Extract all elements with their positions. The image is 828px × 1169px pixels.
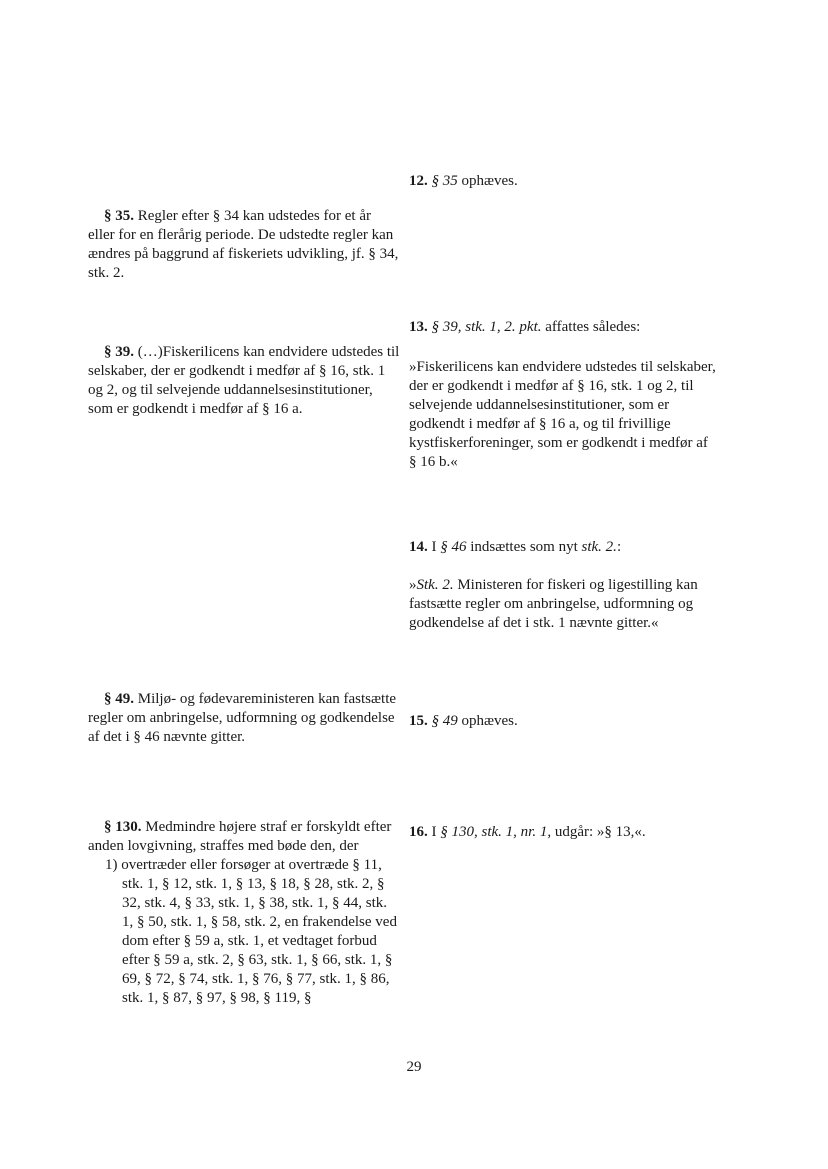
paragraph-49 [88, 690, 400, 747]
amendment-13-quote: »Fiskerilicens kan endvidere udstedes til selskaber, der er godkendt i medfør af § 16, stk. 1 og 2, til selvejende uddannelsesinstitutioner, som er godkendt i medfør af § 16 a, og til frivillige kystfiskerforeninger, som er godkendt i medfør af § 16 b.« [409, 359, 716, 470]
paragraph-heading: § 35. [104, 208, 134, 224]
amendment-number: 13. [409, 319, 428, 335]
section-reference: § 35 [431, 173, 458, 189]
amendment-14: 14. I § 46 indsættes som nyt stk. 2.: [409, 539, 622, 555]
subsection-reference: Stk. 2. [416, 577, 454, 593]
section-reference: § 130, stk. 1, nr. 1, [440, 824, 552, 840]
amendment-number: 16. [409, 824, 428, 840]
section-reference: § 49 [431, 713, 458, 729]
section-reference: § 46 [440, 539, 467, 555]
paragraph-130-item-1: 1) overtræder eller forsøger at overtræde § 11, stk. 1, § 12, stk. 1, § 13, § 18, § 28, stk. 2, § 32, stk. 4, § 33, stk. 1, § 38, stk. 1, § 44, stk. 1, § 50, stk. 1, § 58, stk. 2, en frakendelse ved dom efter § 59 a, stk. 1, et vedtaget forbud efter § 59 a, stk. 2, § 63, stk. 1, § 66, stk. 1, § 69, § 72, § 74, stk. 1, § 76, § 77, stk. 1, § 86, stk. 1, § 87, § 97, § 98, § 119, § [105, 857, 397, 1006]
subsection-reference: stk. 2. [581, 539, 617, 555]
amendment-text: ophæves. [457, 713, 518, 729]
amendment-number: 12. [409, 173, 428, 189]
paragraph-text: Medmindre højere straf er forskyldt efter anden lovgivning, straffes med bøde den, der [88, 819, 392, 854]
amendment-text: udgår: »§ 13,«. [551, 824, 646, 840]
paragraph-130 [88, 818, 400, 1008]
amendment-16: 16. I § 130, stk. 1, nr. 1, udgår: »§ 13,«. [409, 824, 646, 840]
paragraph-text: Miljø- og fødevareministeren kan fastsætte regler om anbringelse, udformning og godkendelse af det i § 46 nævnte gitter. [88, 691, 397, 745]
paragraph-heading: § 39. [104, 344, 134, 360]
amendment-12 [409, 172, 719, 191]
page-number: 29 [406, 1059, 422, 1075]
amendment-number: 15. [409, 713, 428, 729]
amendment-14-quote: »Stk. 2. Ministeren for fiskeri og ligestilling kan fastsætte regler om anbringelse, udformning og godkendelse af det i stk. 1 nævnte gitter.« [409, 577, 698, 631]
paragraph-heading: § 49. [104, 691, 134, 707]
amendment-text: ophæves. [457, 173, 518, 189]
paragraph-35 [88, 207, 400, 283]
amendment-15 [409, 712, 719, 731]
amendment-number: 14. [409, 539, 428, 555]
paragraph-text: Regler efter § 34 kan udstedes for et år eller for en flerårig periode. De udstedte regler kan ændres på baggrund af fiskeriets udvikling, jf. § 34, stk. 2. [88, 208, 399, 281]
section-reference: § 39, stk. 1, 2. pkt. [431, 319, 542, 335]
amendment-13 [409, 318, 719, 337]
paragraph-39 [88, 343, 400, 419]
paragraph-heading: § 130. [104, 819, 142, 835]
amendment-text: affattes således: [541, 319, 641, 335]
paragraph-text: (…)Fiskerilicens kan endvidere udstedes til selskaber, der er godkendt i medfør af § 16, stk. 1 og 2, og til selvejende uddannelsesinstitutioner, som er godkendt i medfør af § 16 a. [88, 344, 400, 417]
